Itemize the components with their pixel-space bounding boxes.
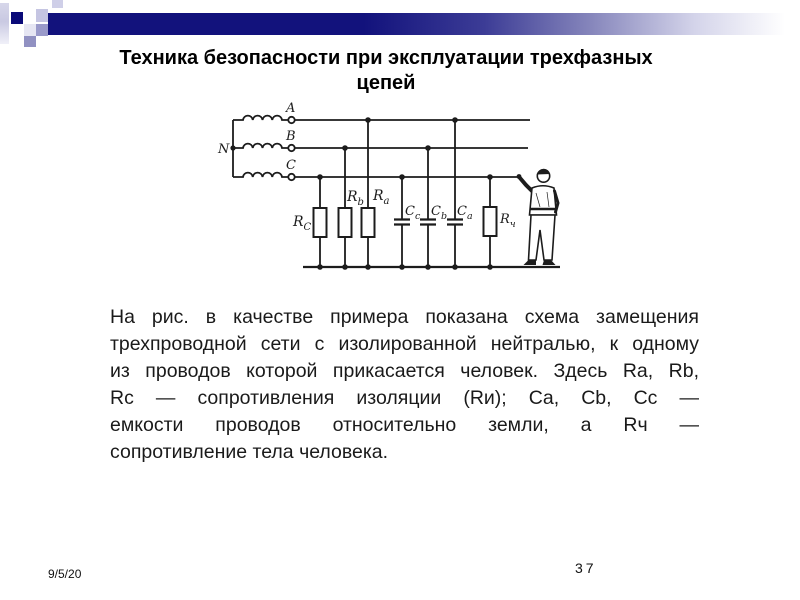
capacitor-ca-label: $C_a$ — [457, 204, 473, 222]
capacitor-cc — [394, 177, 410, 267]
slide-page-number: 37 — [575, 560, 597, 576]
circuit-diagram — [210, 96, 582, 276]
person-torso — [530, 186, 557, 215]
neutral-label: N — [218, 142, 230, 157]
decor-strip — [0, 3, 9, 44]
person-boot-right — [543, 260, 556, 265]
slide-title — [70, 46, 702, 96]
decor-square-light — [36, 9, 48, 22]
body-line: трехпроводной сети с изолированной нейтралью, к одному — [110, 333, 699, 355]
body-paragraph — [110, 304, 699, 466]
body-line: На рис. в качестве примера показана схема замещения — [110, 306, 699, 328]
body-line: емкости проводов относительно земли, а Rч — — [110, 414, 699, 436]
resistor-rc — [314, 177, 327, 267]
phase-a-label: A — [286, 101, 296, 116]
capacitor-ca — [447, 120, 463, 267]
resistor-rh — [484, 177, 497, 267]
phase-c-wire — [233, 173, 518, 181]
resistor-ra-label: $R_a$ — [373, 188, 390, 207]
body-line: сопротивление тела человека. — [110, 441, 389, 463]
resistor-rc-label: $R_C$ — [293, 214, 312, 233]
slide-title-line2: цепей — [356, 72, 416, 94]
decor-square-verylight — [24, 24, 36, 36]
resistor-rb — [339, 148, 352, 267]
decor-square-medium2 — [24, 36, 36, 47]
decor-square-dark — [11, 12, 23, 24]
phase-c-label: C — [286, 158, 296, 173]
phase-b-label: B — [286, 129, 296, 144]
body-line: Rc — сопротивления изоляции (Rи); Ca, Cb, Cc — — [110, 387, 699, 409]
capacitor-cb-label: $C_b$ — [431, 204, 448, 222]
slide-title-line1: Техника безопасности при эксплуатации трехфазных — [119, 47, 653, 69]
resistor-rh-label: $R_ч$ — [500, 212, 516, 230]
person-boot-left — [524, 260, 537, 265]
person-cap — [537, 169, 551, 175]
phase-b-wire — [233, 144, 528, 152]
capacitor-cc-label: $C_c$ — [405, 204, 421, 222]
person-figure — [517, 169, 558, 265]
phase-a-wire — [233, 116, 530, 124]
slide-date: 9/5/20 — [48, 567, 82, 581]
body-line: из проводов которой прикасается человек. Здесь Ra, Rb, — [110, 360, 699, 382]
resistor-rb-label: $R_b$ — [347, 189, 364, 208]
header-gradient-bar — [48, 13, 800, 35]
decor-square-medium — [36, 24, 48, 36]
decor-square-top — [52, 0, 63, 8]
ground-bus — [303, 264, 560, 270]
person-legs — [529, 215, 556, 260]
